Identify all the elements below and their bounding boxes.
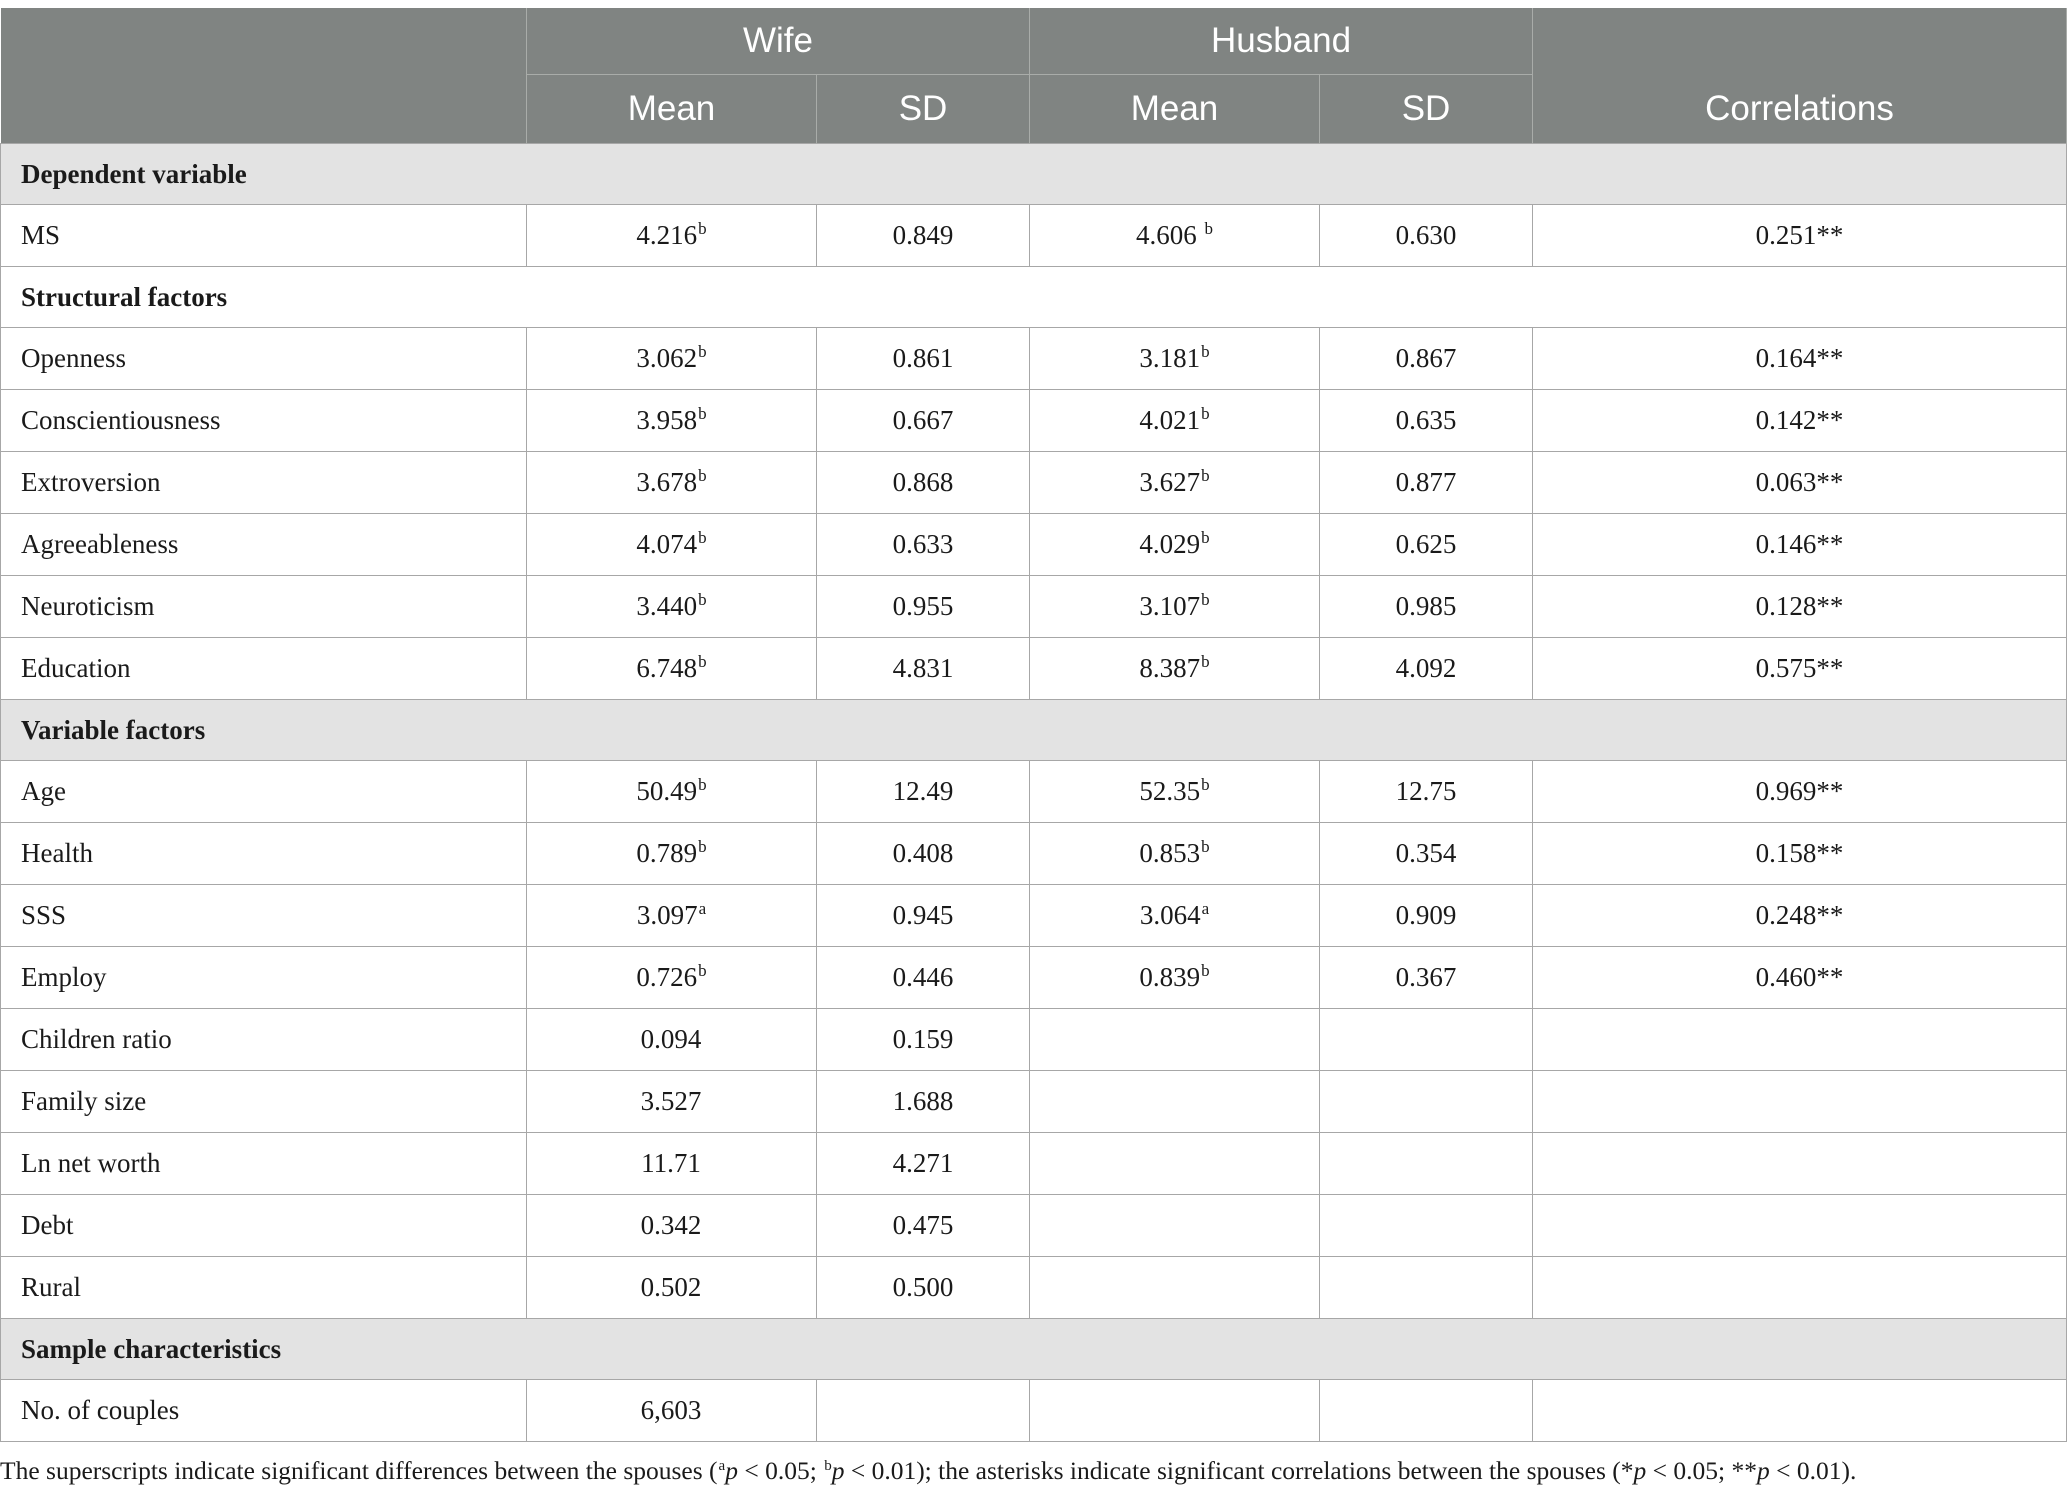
wife-mean-cell: [527, 1195, 817, 1257]
wife-mean-cell: [527, 576, 817, 638]
correlation-cell-value: 0.575**: [1755, 653, 1844, 683]
husband-sd-cell: [1320, 328, 1533, 390]
table-row: [1, 1071, 2067, 1133]
row-label-value: Rural: [21, 1272, 81, 1302]
wife-sd-cell: [817, 638, 1030, 700]
table-row: [1, 638, 2067, 700]
row-label-value: Family size: [21, 1086, 147, 1116]
husband-mean-cell-value: 3.064: [1139, 900, 1201, 930]
husband-mean-cell-superscript: b: [1201, 528, 1210, 547]
husband-mean-cell-value: 4.029: [1139, 529, 1201, 559]
wife-mean-cell: [527, 885, 817, 947]
wife-sd-cell-value: 0.446: [892, 962, 954, 992]
correlation-cell: [1533, 390, 2067, 452]
husband-mean-cell-superscript: b: [1201, 837, 1210, 856]
wife-sd-cell-value: 0.408: [892, 838, 954, 868]
row-label-value: Neuroticism: [21, 591, 155, 621]
husband-mean-cell: [1030, 514, 1320, 576]
section-title: Structural factors: [1, 267, 2067, 328]
section-header-row: [1, 144, 2067, 205]
row-label: [1, 1380, 527, 1442]
wife-mean-cell: [527, 205, 817, 267]
wife-sd-cell: [817, 328, 1030, 390]
wife-sd-cell-value: 4.271: [892, 1148, 954, 1178]
wife-sd-cell-value: 4.831: [892, 653, 954, 683]
correlation-cell-value: 0.251**: [1755, 220, 1844, 250]
table-row: [1, 576, 2067, 638]
correlation-cell: [1533, 576, 2067, 638]
wife-sd-cell-value: 0.633: [892, 529, 954, 559]
wife-mean-cell-value: 0.342: [640, 1210, 702, 1240]
header-husband-mean: Mean: [1030, 75, 1320, 144]
husband-sd-cell-value: 0.630: [1395, 220, 1457, 250]
table-row: [1, 390, 2067, 452]
row-label: [1, 1133, 527, 1195]
wife-mean-cell-superscript: b: [698, 652, 707, 671]
footnote-text: The superscripts indicate significant differences between the spouses (: [0, 1456, 718, 1485]
section-header-row: [1, 1319, 2067, 1380]
correlation-cell: [1533, 885, 2067, 947]
section-title: Variable factors: [1, 700, 2067, 761]
wife-mean-cell: [527, 452, 817, 514]
husband-mean-cell-superscript: b: [1201, 961, 1210, 980]
row-label: [1, 885, 527, 947]
correlation-cell: [1533, 514, 2067, 576]
correlation-cell: [1533, 947, 2067, 1009]
correlation-cell-value: 0.142**: [1755, 405, 1844, 435]
wife-sd-cell-value: 0.861: [892, 343, 954, 373]
wife-sd-cell: [817, 1257, 1030, 1319]
wife-sd-cell: [817, 514, 1030, 576]
wife-sd-cell-value: 1.688: [892, 1086, 954, 1116]
correlation-cell-value: 0.460**: [1755, 962, 1844, 992]
correlation-cell: [1533, 1009, 2067, 1071]
footnote-text: < 0.05;: [737, 1456, 824, 1485]
table-row: [1, 947, 2067, 1009]
wife-mean-cell-superscript: b: [698, 837, 707, 856]
husband-mean-cell: [1030, 1257, 1320, 1319]
section-title: Sample characteristics: [1, 1319, 2067, 1380]
footnote-p: p: [1757, 1456, 1770, 1485]
husband-sd-cell: [1320, 452, 1533, 514]
header-wife: Wife: [527, 8, 1030, 75]
footnote-p: p: [1633, 1456, 1647, 1485]
wife-sd-cell: [817, 1380, 1030, 1442]
footnote-p: p: [725, 1456, 738, 1485]
wife-mean-cell-value: 0.726: [636, 962, 698, 992]
correlation-cell-value: 0.128**: [1755, 591, 1844, 621]
wife-sd-cell: [817, 205, 1030, 267]
row-label: [1, 390, 527, 452]
correlation-cell: [1533, 328, 2067, 390]
husband-mean-cell-value: 0.853: [1139, 838, 1201, 868]
row-label-value: Debt: [21, 1210, 74, 1240]
header-husband: Husband: [1030, 8, 1533, 75]
row-label-value: Openness: [21, 343, 126, 373]
husband-sd-cell: [1320, 1195, 1533, 1257]
row-label-value: Children ratio: [21, 1024, 172, 1054]
row-label-value: Conscientiousness: [21, 405, 221, 435]
wife-mean-cell-superscript: b: [698, 528, 707, 547]
husband-mean-cell: [1030, 452, 1320, 514]
husband-sd-cell-value: 0.867: [1395, 343, 1457, 373]
section-header-row: [1, 700, 2067, 761]
wife-mean-cell-superscript: a: [698, 899, 707, 918]
row-label-value: Extroversion: [21, 467, 161, 497]
husband-sd-cell-value: 0.985: [1395, 591, 1457, 621]
wife-sd-cell-value: 0.945: [892, 900, 954, 930]
husband-sd-cell-value: 0.625: [1395, 529, 1457, 559]
husband-sd-cell-value: 0.367: [1395, 962, 1457, 992]
wife-mean-cell-superscript: b: [698, 466, 707, 485]
husband-sd-cell: [1320, 576, 1533, 638]
wife-mean-cell: [527, 1133, 817, 1195]
wife-sd-cell-value: 0.500: [892, 1272, 954, 1302]
correlation-cell: [1533, 823, 2067, 885]
husband-sd-cell-value: 0.635: [1395, 405, 1457, 435]
table-row: [1, 205, 2067, 267]
husband-mean-cell: [1030, 328, 1320, 390]
header-correlations: Correlations: [1533, 8, 2067, 144]
wife-sd-cell-value: 0.955: [892, 591, 954, 621]
section-title: Dependent variable: [1, 144, 2067, 205]
correlation-cell: [1533, 452, 2067, 514]
husband-mean-cell: [1030, 1380, 1320, 1442]
row-label-value: Age: [21, 776, 66, 806]
husband-mean-cell: [1030, 638, 1320, 700]
wife-mean-cell-value: 3.097: [636, 900, 698, 930]
wife-mean-cell-value: 0.094: [640, 1024, 702, 1054]
row-label: [1, 1257, 527, 1319]
wife-sd-cell-value: 0.868: [892, 467, 954, 497]
section-header-row: [1, 267, 2067, 328]
row-label: [1, 205, 527, 267]
row-label: [1, 761, 527, 823]
correlation-cell-value: 0.969**: [1755, 776, 1844, 806]
footnote-p: p: [831, 1456, 845, 1485]
husband-sd-cell: [1320, 1071, 1533, 1133]
wife-mean-cell-value: 4.216: [636, 220, 698, 250]
table-row: [1, 823, 2067, 885]
row-label: [1, 328, 527, 390]
husband-sd-cell-value: 0.909: [1395, 900, 1457, 930]
husband-sd-cell: [1320, 205, 1533, 267]
table-row: [1, 328, 2067, 390]
row-label: [1, 1195, 527, 1257]
footnote-text: < 0.05; **: [1646, 1456, 1757, 1485]
wife-sd-cell: [817, 1133, 1030, 1195]
husband-sd-cell: [1320, 885, 1533, 947]
husband-mean-cell-superscript: b: [1201, 404, 1210, 423]
husband-mean-cell-superscript: b: [1204, 219, 1213, 238]
row-label: [1, 514, 527, 576]
husband-mean-cell-value: 4.606: [1136, 220, 1204, 250]
footnote-sup-a: a: [718, 1458, 726, 1474]
wife-sd-cell: [817, 761, 1030, 823]
wife-mean-cell: [527, 1380, 817, 1442]
husband-sd-cell: [1320, 390, 1533, 452]
footnote-text: < 0.01); the asterisks indicate significant correlations between the spouses (*: [844, 1456, 1634, 1485]
wife-mean-cell-value: 3.678: [636, 467, 698, 497]
correlation-cell: [1533, 1195, 2067, 1257]
wife-sd-cell-value: 0.475: [892, 1210, 954, 1240]
husband-mean-cell-value: 3.627: [1139, 467, 1201, 497]
husband-mean-cell: [1030, 1071, 1320, 1133]
wife-sd-cell-value: 0.849: [892, 220, 954, 250]
husband-sd-cell-value: 4.092: [1395, 653, 1457, 683]
correlation-cell-value: 0.248**: [1755, 900, 1844, 930]
wife-mean-cell: [527, 514, 817, 576]
row-label-value: Education: [21, 653, 131, 683]
husband-mean-cell-superscript: b: [1201, 775, 1210, 794]
row-label: [1, 947, 527, 1009]
table-header: [1, 8, 2067, 144]
row-label: [1, 638, 527, 700]
wife-mean-cell: [527, 947, 817, 1009]
wife-mean-cell-value: 4.074: [636, 529, 698, 559]
table-container: [0, 8, 2067, 1442]
table-row: [1, 885, 2067, 947]
husband-mean-cell: [1030, 390, 1320, 452]
wife-mean-cell-value: 0.789: [636, 838, 698, 868]
footnote-sup-b: b: [824, 1458, 832, 1474]
husband-sd-cell: [1320, 761, 1533, 823]
wife-sd-cell: [817, 452, 1030, 514]
header-wife-sd: SD: [817, 75, 1030, 144]
husband-mean-cell: [1030, 761, 1320, 823]
wife-mean-cell-value: 11.71: [641, 1148, 701, 1178]
wife-sd-cell: [817, 885, 1030, 947]
table-footnote: [0, 1456, 1856, 1486]
wife-mean-cell-value: 6.748: [636, 653, 698, 683]
husband-sd-cell: [1320, 638, 1533, 700]
wife-mean-cell-superscript: b: [698, 961, 707, 980]
wife-mean-cell-value: 3.527: [640, 1086, 702, 1116]
wife-mean-cell-superscript: b: [698, 404, 707, 423]
row-label-value: No. of couples: [21, 1395, 180, 1425]
husband-sd-cell-value: 0.354: [1395, 838, 1457, 868]
table-row: [1, 452, 2067, 514]
wife-mean-cell-value: 0.502: [640, 1272, 702, 1302]
table-row: [1, 761, 2067, 823]
correlation-cell: [1533, 1133, 2067, 1195]
correlation-cell-value: 0.164**: [1755, 343, 1844, 373]
correlation-cell: [1533, 638, 2067, 700]
husband-mean-cell-superscript: b: [1201, 590, 1210, 609]
wife-sd-cell: [817, 823, 1030, 885]
husband-sd-cell: [1320, 1133, 1533, 1195]
table-row: [1, 1133, 2067, 1195]
husband-mean-cell-superscript: b: [1201, 342, 1210, 361]
wife-mean-cell: [527, 1009, 817, 1071]
header-husband-sd: SD: [1320, 75, 1533, 144]
correlation-cell-value: 0.158**: [1755, 838, 1844, 868]
husband-sd-cell: [1320, 1257, 1533, 1319]
row-label: [1, 823, 527, 885]
correlation-cell: [1533, 761, 2067, 823]
wife-mean-cell-superscript: b: [698, 590, 707, 609]
husband-mean-cell-value: 4.021: [1139, 405, 1201, 435]
wife-mean-cell-value: 3.062: [636, 343, 698, 373]
husband-sd-cell: [1320, 514, 1533, 576]
wife-sd-cell: [817, 1009, 1030, 1071]
wife-mean-cell-value: 6,603: [640, 1395, 702, 1425]
husband-sd-cell: [1320, 1009, 1533, 1071]
footnote-text: < 0.01).: [1769, 1456, 1857, 1485]
wife-sd-cell-value: 0.159: [892, 1024, 954, 1054]
wife-mean-cell: [527, 1071, 817, 1133]
husband-mean-cell-superscript: a: [1201, 899, 1210, 918]
wife-sd-cell-value: 0.667: [892, 405, 954, 435]
correlation-cell-value: 0.063**: [1755, 467, 1844, 497]
husband-sd-cell: [1320, 947, 1533, 1009]
correlation-cell: [1533, 1071, 2067, 1133]
wife-mean-cell: [527, 1257, 817, 1319]
descriptive-statistics-table: [0, 8, 2067, 1442]
row-label-value: Agreeableness: [21, 529, 179, 559]
wife-sd-cell: [817, 576, 1030, 638]
wife-mean-cell-superscript: b: [698, 219, 707, 238]
wife-mean-cell-superscript: b: [698, 342, 707, 361]
wife-mean-cell: [527, 638, 817, 700]
husband-sd-cell: [1320, 823, 1533, 885]
husband-sd-cell: [1320, 1380, 1533, 1442]
wife-mean-cell: [527, 390, 817, 452]
wife-sd-cell: [817, 947, 1030, 1009]
husband-sd-cell-value: 12.75: [1395, 776, 1457, 806]
header-corner: [1, 8, 527, 144]
row-label: [1, 1071, 527, 1133]
husband-mean-cell-value: 52.35: [1139, 776, 1201, 806]
wife-mean-cell-value: 3.958: [636, 405, 698, 435]
table-row: [1, 1380, 2067, 1442]
wife-mean-cell: [527, 823, 817, 885]
husband-mean-cell-superscript: b: [1201, 466, 1210, 485]
husband-mean-cell-superscript: b: [1201, 652, 1210, 671]
husband-mean-cell: [1030, 885, 1320, 947]
row-label-value: Health: [21, 838, 93, 868]
row-label: [1, 576, 527, 638]
correlation-cell: [1533, 205, 2067, 267]
husband-mean-cell: [1030, 947, 1320, 1009]
table-row: [1, 514, 2067, 576]
wife-mean-cell: [527, 761, 817, 823]
table-row: [1, 1009, 2067, 1071]
husband-mean-cell: [1030, 205, 1320, 267]
wife-sd-cell: [817, 1071, 1030, 1133]
row-label-value: SSS: [21, 900, 67, 930]
correlation-cell: [1533, 1257, 2067, 1319]
table-body: [1, 144, 2067, 1442]
husband-mean-cell-value: 3.181: [1139, 343, 1201, 373]
husband-mean-cell: [1030, 576, 1320, 638]
correlation-cell-value: 0.146**: [1755, 529, 1844, 559]
wife-sd-cell: [817, 390, 1030, 452]
husband-mean-cell: [1030, 823, 1320, 885]
husband-mean-cell-value: 0.839: [1139, 962, 1201, 992]
row-label-value: Ln net worth: [21, 1148, 161, 1178]
husband-mean-cell-value: 3.107: [1139, 591, 1201, 621]
row-label-value: MS: [21, 220, 61, 250]
husband-mean-cell: [1030, 1195, 1320, 1257]
table-row: [1, 1195, 2067, 1257]
wife-mean-cell: [527, 328, 817, 390]
husband-mean-cell-value: 8.387: [1139, 653, 1201, 683]
wife-mean-cell-value: 50.49: [636, 776, 698, 806]
wife-sd-cell: [817, 1195, 1030, 1257]
row-label: [1, 452, 527, 514]
wife-mean-cell-superscript: b: [698, 775, 707, 794]
husband-sd-cell-value: 0.877: [1395, 467, 1457, 497]
wife-sd-cell-value: 12.49: [892, 776, 954, 806]
husband-mean-cell: [1030, 1133, 1320, 1195]
row-label-value: Employ: [21, 962, 107, 992]
table-row: [1, 1257, 2067, 1319]
header-wife-mean: Mean: [527, 75, 817, 144]
husband-mean-cell: [1030, 1009, 1320, 1071]
wife-mean-cell-value: 3.440: [636, 591, 698, 621]
correlation-cell: [1533, 1380, 2067, 1442]
row-label: [1, 1009, 527, 1071]
